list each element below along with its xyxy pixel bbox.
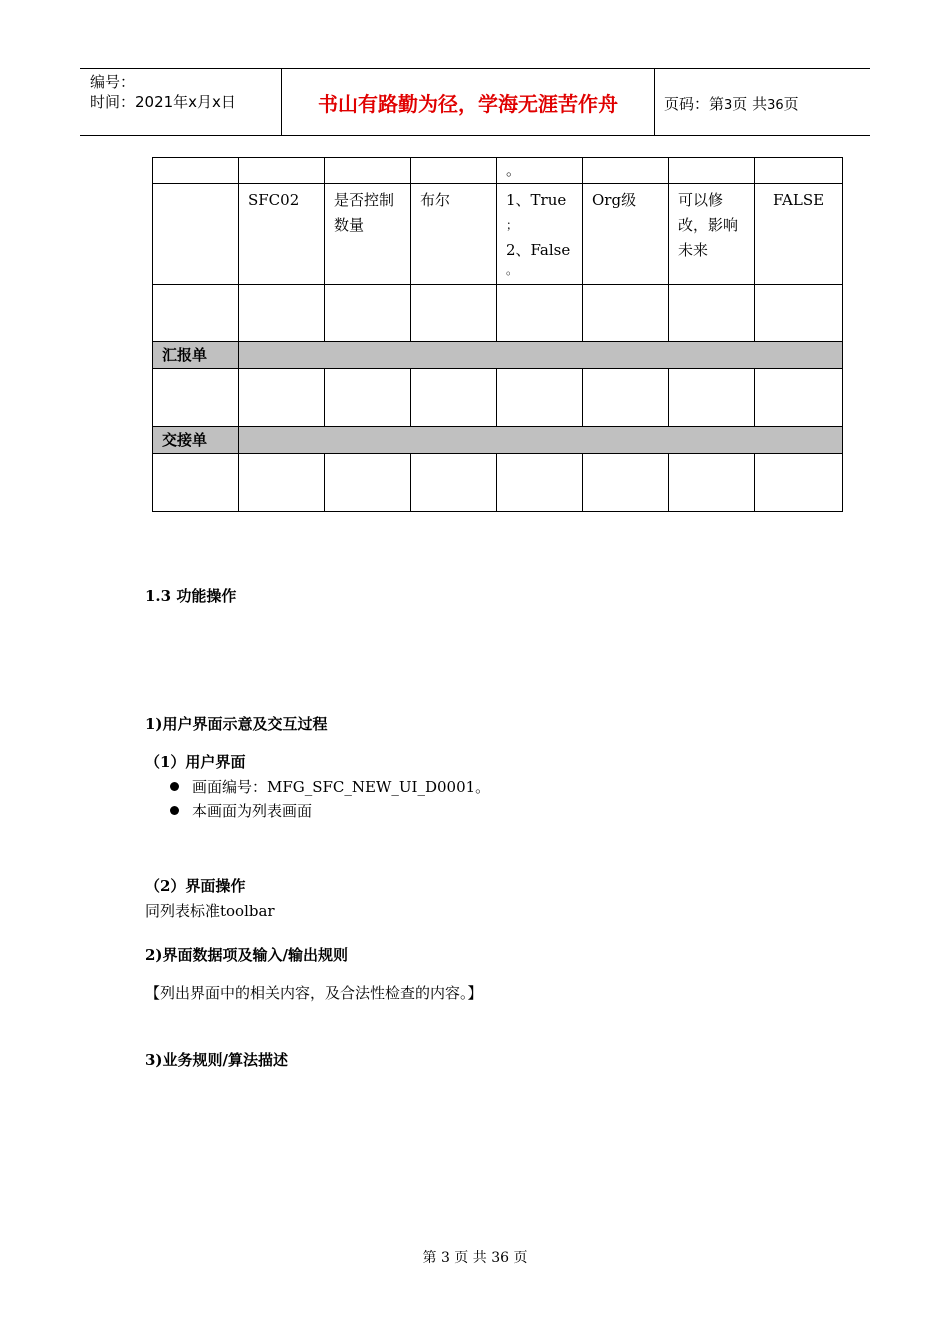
param-name-line: 是否控制 [334,191,395,209]
header-motto: 书山有路勤为径，学海无涯苦作舟 [318,92,618,116]
section-heading: 1)用户界面示意及交互过程 [145,715,328,733]
subsection-heading: （2）界面操作 [145,877,246,895]
option-sep: ； [506,218,519,232]
section-row [153,342,843,369]
option-2: 2、False [506,241,571,259]
header-divider [654,68,655,136]
param-options [497,184,583,285]
section-label: 交接单 [153,427,239,454]
table-row [153,369,843,427]
page-footer: 第 3 页 共 36 页 [422,1250,528,1266]
table-row [153,454,843,512]
section-heading: 2)界面数据项及输入/输出规则 [145,946,349,964]
option-end: 。 [506,263,519,277]
section-heading: 1.3 功能操作 [145,587,237,605]
modify-line: 改，影响 [678,216,739,234]
param-level: Org级 [583,184,669,285]
body-text: 同列表标准toolbar [145,902,275,920]
table-row [153,184,843,285]
param-name [325,184,411,285]
page-suffix: 页 [783,95,799,113]
param-name-line: 数量 [334,216,365,234]
bullet-text: 本画面为列表画面 [192,802,313,820]
param-code: SFC02 [239,184,325,285]
time-label: 时间：2021年x月x日 [90,93,236,111]
table-cell: 。 [497,158,583,184]
bullet-text: 画面编号：MFG_SFC_NEW_UI_D0001。 [192,778,491,796]
page-total: 36 [767,98,784,113]
bullet-icon [170,782,179,791]
body-text: 【列出界面中的相关内容，及合法性检查的内容。】 [145,984,483,1002]
header-top-rule [80,68,870,69]
page-prefix: 页码：第 [664,95,725,113]
subsection-heading: （1）用户界面 [145,753,246,771]
table-row [153,285,843,342]
param-default: FALSE [755,184,843,285]
header-bottom-rule [80,135,870,136]
parameter-table [152,157,843,512]
page-mid: 页 共 [732,95,768,113]
option-1: 1、True [506,191,567,209]
param-modify [669,184,755,285]
page-current: 3 [724,98,733,113]
header-page-number [664,93,799,114]
section-label: 汇报单 [153,342,239,369]
table-row [153,158,843,184]
param-type: 布尔 [411,184,497,285]
section-heading: 3)业务规则/算法描述 [145,1051,289,1069]
modify-line: 可以修 [678,191,724,209]
section-row [153,427,843,454]
serial-label: 编号： [90,73,136,91]
modify-line: 未来 [678,241,709,259]
header-meta [90,72,236,112]
bullet-icon [170,806,179,815]
